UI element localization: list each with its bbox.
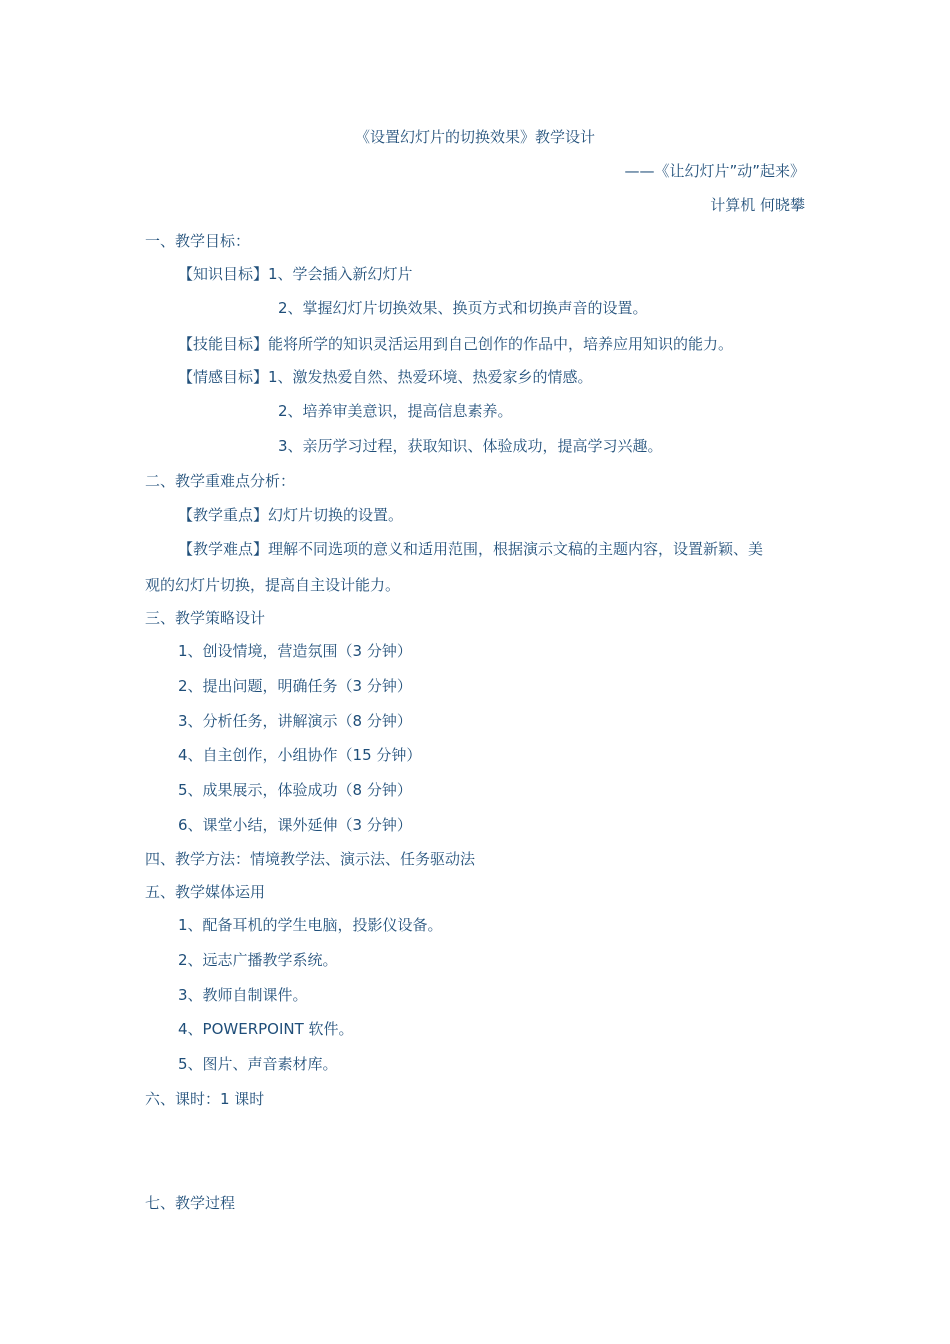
emotion-objective: 【情感目标】1、激发热爱自然、热爱环境、热爱家乡的情感。 xyxy=(178,368,593,386)
section-heading-strategy: 三、教学策略设计 xyxy=(145,609,266,627)
section-heading-media: 五、教学媒体运用 xyxy=(145,883,266,901)
list-item: 3、教师自制课件。 xyxy=(178,986,308,1004)
knowledge-objective: 【知识目标】1、学会插入新幻灯片 xyxy=(178,265,413,283)
section-heading-methods: 四、教学方法：情境教学法、演示法、任务驱动法 xyxy=(145,850,476,868)
teaching-focus: 【教学重点】幻灯片切换的设置。 xyxy=(178,506,404,524)
emotion-objective-2: 2、培养审美意识，提高信息素养。 xyxy=(278,402,513,420)
list-item: 4、POWERPOINT 软件。 xyxy=(178,1020,354,1038)
list-item: 3、分析任务，讲解演示（8 分钟） xyxy=(178,712,412,730)
doc-author: 计算机 何晓攀 xyxy=(710,196,805,214)
teaching-difficulty-cont: 观的幻灯片切换，提高自主设计能力。 xyxy=(145,576,401,594)
list-item: 4、自主创作，小组协作（15 分钟） xyxy=(178,746,422,764)
list-item: 5、图片、声音素材库。 xyxy=(178,1055,338,1073)
list-item: 5、成果展示，体验成功（8 分钟） xyxy=(178,781,412,799)
teaching-difficulty: 【教学难点】理解不同选项的意义和适用范围，根据演示文稿的主题内容，设置新颖、美 xyxy=(178,540,764,558)
list-item: 2、远志广播教学系统。 xyxy=(178,951,338,969)
list-item: 2、提出问题，明确任务（3 分钟） xyxy=(178,677,412,695)
section-heading-periods: 六、课时：1 课时 xyxy=(145,1090,265,1108)
doc-subtitle: ——《让幻灯片”动”起来》 xyxy=(624,162,805,180)
list-item: 6、课堂小结，课外延伸（3 分钟） xyxy=(178,816,412,834)
section-heading-key-points: 二、教学重难点分析： xyxy=(145,472,296,490)
section-heading-process: 七、教学过程 xyxy=(145,1194,236,1212)
section-heading-objectives: 一、教学目标： xyxy=(145,232,251,250)
skill-objective: 【技能目标】能将所学的知识灵活运用到自己创作的作品中，培养应用知识的能力。 xyxy=(178,335,734,353)
emotion-objective-3: 3、亲历学习过程，获取知识、体验成功，提高学习兴趣。 xyxy=(278,437,663,455)
knowledge-objective-2: 2、掌握幻灯片切换效果、换页方式和切换声音的设置。 xyxy=(278,299,648,317)
doc-title: 《设置幻灯片的切换效果》教学设计 xyxy=(354,128,595,146)
list-item: 1、配备耳机的学生电脑，投影仪设备。 xyxy=(178,916,443,934)
list-item: 1、创设情境，营造氛围（3 分钟） xyxy=(178,642,412,660)
